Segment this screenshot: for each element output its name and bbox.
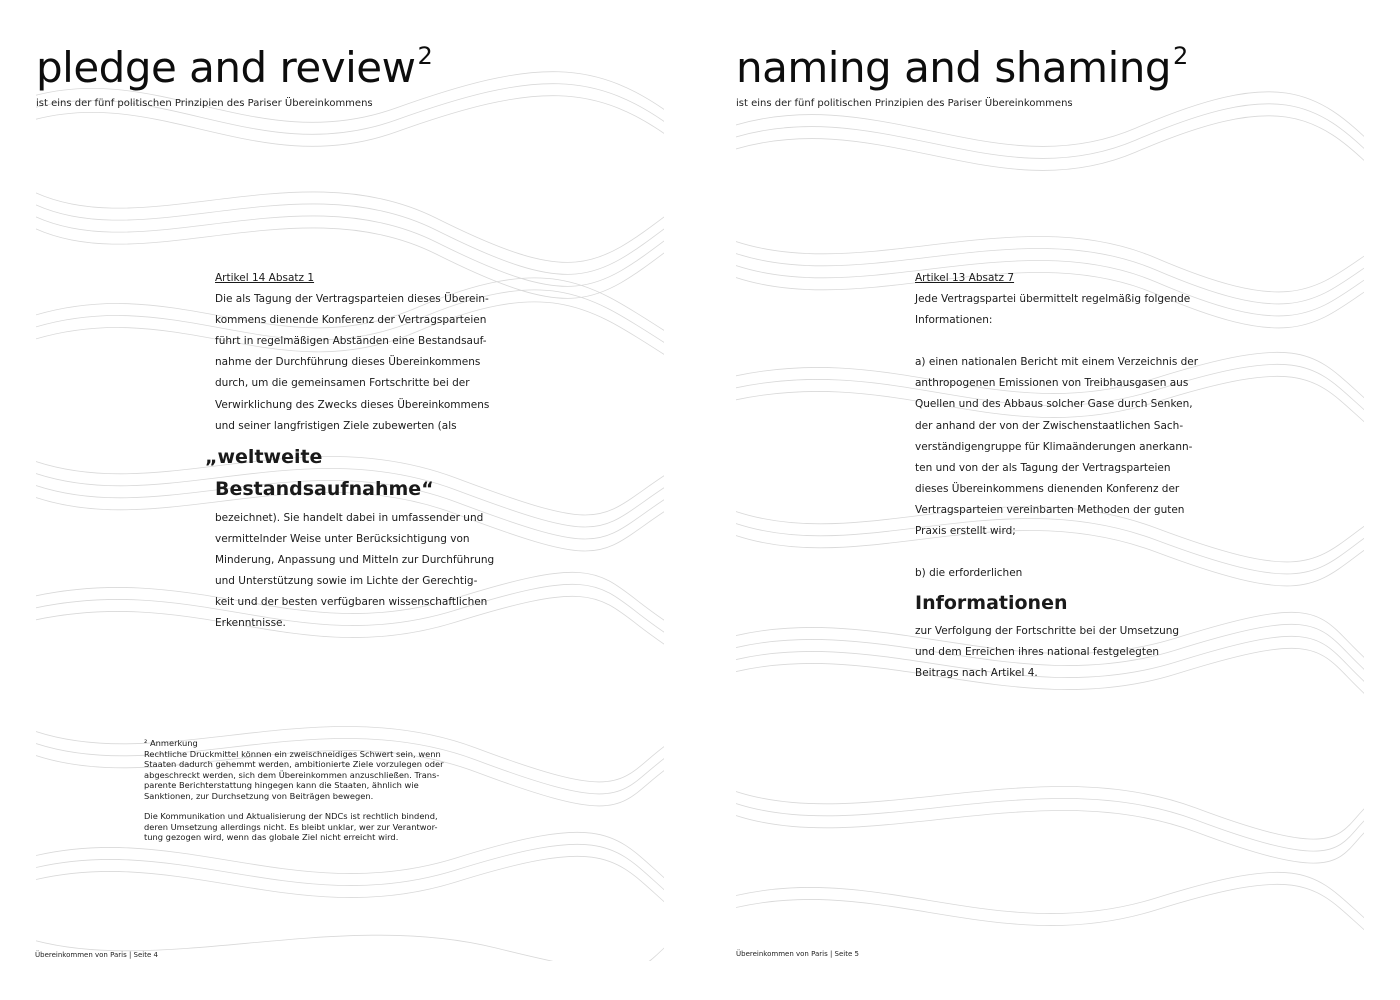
- article-line: keit und der besten verfügbaren wissenschaftlichen: [215, 596, 488, 609]
- article-line: der anhand der von der Zwischenstaatlichen Sach-: [915, 419, 1184, 432]
- paragraph-gap: [144, 801, 464, 811]
- article-line: Vertragsparteien vereinbarten Methoden der guten: [915, 503, 1185, 516]
- footnote-line: parente Berichterstattung hingegen kann die Staaten, ähnlich wie: [144, 780, 419, 790]
- article-line: zur Verfolgung der Fortschritte bei der Umsetzung: [915, 625, 1180, 638]
- article-line: Quellen und des Abbaus solcher Gase durch Senken,: [915, 398, 1193, 411]
- article-line: dieses Übereinkommens dienenden Konferenz der: [915, 482, 1180, 495]
- article-text: [915, 268, 1198, 685]
- page-headline: [736, 42, 1188, 92]
- article-line: nahme der Durchführung dieses Übereinkommens: [215, 356, 481, 369]
- page-footer-right: Übereinkommen von Paris | Seite 5: [736, 950, 859, 958]
- footnote-line: Staaten dadurch gehemmt werden, ambitionierte Ziele vorzulegen oder: [144, 759, 444, 769]
- highlight-quote: „weltweite: [205, 445, 323, 468]
- article-line: Minderung, Anpassung und Mitteln zur Durchführung: [215, 553, 495, 566]
- page-subtitle: ist eins der fünf politischen Prinzipien des Pariser Übereinkommens: [736, 98, 1073, 109]
- article-line: führt in regelmäßigen Abständen eine Bestandsauf-: [215, 335, 487, 348]
- article-line: Jede Vertragspartei übermittelt regelmäßig folgende: [915, 293, 1191, 306]
- footnote-line: Sanktionen, zur Durchsetzung von Beiträgen bewegen.: [144, 790, 374, 801]
- paragraph-gap: [915, 542, 1198, 563]
- footnote-line: tung gezogen wird, wenn das globale Ziel nicht erreicht wird.: [144, 832, 399, 842]
- footnote: [144, 738, 464, 843]
- article-line: Verwirklichung des Zwecks dieses Übereinkommens: [215, 398, 490, 411]
- article-line: Die als Tagung der Vertragsparteien dieses Überein-: [215, 293, 489, 306]
- headline-text: pledge and review: [36, 43, 416, 92]
- article-line: durch, um die gemeinsamen Fortschritte bei der: [215, 377, 470, 390]
- article-reference: Artikel 14 Absatz 1: [215, 272, 315, 284]
- highlight-quote: Informationen: [915, 592, 1068, 615]
- footnote-title: ² Anmerkung: [144, 738, 198, 748]
- article-line: anthropogenen Emissionen von Treibhausgasen aus: [915, 377, 1189, 390]
- article-line: und seiner langfristigen Ziele zubewerten (als: [215, 419, 457, 432]
- article-line: kommens dienende Konferenz der Vertragsparteien: [215, 314, 487, 327]
- highlight-quote: Bestandsaufnahme“: [215, 477, 434, 500]
- article-line: ten und von der als Tagung der Vertragsparteien: [915, 461, 1171, 474]
- page-headline: [36, 42, 433, 92]
- article-line: a) einen nationalen Bericht mit einem Verzeichnis der: [915, 356, 1199, 369]
- page-subtitle: ist eins der fünf politischen Prinzipien des Pariser Übereinkommens: [36, 98, 373, 109]
- article-line: Praxis erstellt wird;: [915, 525, 1016, 538]
- page-left: [36, 38, 664, 961]
- footnote-marker: 2: [417, 42, 433, 70]
- article-line: verständigengruppe für Klimaänderungen anerkann-: [915, 440, 1193, 453]
- article-line: Beitrags nach Artikel 4.: [915, 667, 1038, 680]
- footnote-line: abgeschreckt werden, sich dem Übereinkommen anzuschließen. Trans-: [144, 769, 440, 780]
- footnote-line: Die Kommunikation und Aktualisierung der NDCs ist rechtlich bindend,: [144, 811, 438, 821]
- article-line: und dem Erreichen ihres national festgelegten: [915, 646, 1160, 659]
- footnote-line: Rechtliche Druckmittel können ein zweischneidiges Schwert sein, wenn: [144, 748, 441, 759]
- paragraph-gap: [915, 331, 1198, 352]
- article-reference: Artikel 13 Absatz 7: [915, 272, 1015, 284]
- footnote-marker: 2: [1173, 42, 1188, 70]
- article-line: b) die erforderlichen: [915, 567, 1023, 580]
- article-text: [205, 268, 495, 634]
- article-line: Erkenntnisse.: [215, 617, 286, 630]
- page-right: [736, 38, 1364, 961]
- article-line: bezeichnet). Sie handelt dabei in umfassender und: [215, 511, 484, 524]
- article-line: und Unterstützung sowie im Lichte der Gerechtig-: [215, 575, 478, 588]
- page-footer-left: Übereinkommen von Paris | Seite 4: [35, 951, 158, 959]
- article-line: vermittelnder Weise unter Berücksichtigung von: [215, 532, 470, 545]
- footnote-line: deren Umsetzung allerdings nicht. Es bleibt unklar, wer zur Verantwor-: [144, 821, 438, 832]
- headline-text: naming and shaming: [736, 43, 1172, 92]
- article-line: Informationen:: [915, 314, 993, 327]
